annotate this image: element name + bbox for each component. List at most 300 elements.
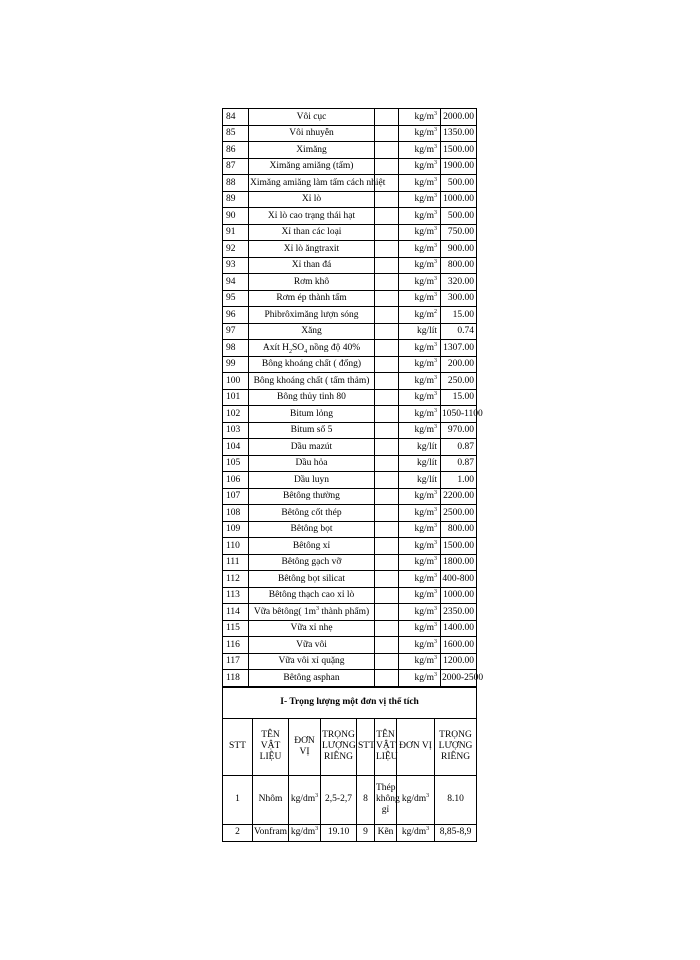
unit-exponent: 3 — [434, 242, 437, 249]
unit-cell — [399, 257, 441, 274]
header-stt-2: STT — [357, 718, 375, 775]
unit-exponent: 3 — [434, 671, 437, 678]
unit-exponent: 3 — [434, 275, 437, 282]
unit-cell — [399, 637, 441, 654]
weight-value: 2200.00 — [441, 488, 477, 505]
material-name: Bông thủy tinh 80 — [249, 389, 375, 406]
weight-value: 1400.00 — [441, 620, 477, 637]
table-row — [223, 571, 477, 588]
table-row — [223, 307, 477, 324]
unit-exponent: 3 — [315, 825, 319, 832]
unit-base: kg/dm — [290, 794, 316, 804]
row-number: 94 — [223, 274, 249, 291]
empty-cell — [375, 290, 399, 307]
unit-base: kg/m — [414, 507, 434, 518]
unit-cell — [399, 653, 441, 670]
unit-exponent: 3 — [426, 825, 430, 832]
row-number: 84 — [223, 109, 249, 126]
row-number: 97 — [223, 323, 249, 340]
unit-base: kg/dm — [401, 827, 427, 837]
weight-value: 0.74 — [441, 323, 477, 340]
unit-exponent: 3 — [434, 259, 437, 266]
unit-cell — [399, 125, 441, 142]
unit-base: kg/dm — [290, 827, 316, 837]
material-name: Rơm ép thành tấm — [249, 290, 375, 307]
weight-value: 1050-1100 — [441, 406, 477, 423]
row-number: 99 — [223, 356, 249, 373]
unit-cell — [399, 208, 441, 225]
unit-cell — [399, 571, 441, 588]
row-number: 8 — [357, 775, 375, 824]
unit-exponent: 3 — [434, 358, 437, 365]
row-number: 92 — [223, 241, 249, 258]
unit-cell — [289, 824, 321, 841]
table-row — [223, 538, 477, 555]
row-number: 9 — [357, 824, 375, 841]
unit-base: kg/m — [414, 606, 434, 617]
row-number: 91 — [223, 224, 249, 241]
material-name: Xỉ than đá — [249, 257, 375, 274]
material-name: Bêtông bọt silicat — [249, 571, 375, 588]
weight-value: 1.00 — [441, 472, 477, 489]
row-number: 112 — [223, 571, 249, 588]
table-row — [223, 241, 477, 258]
unit-cell — [397, 775, 435, 824]
unit-cell — [399, 158, 441, 175]
table-row — [223, 158, 477, 175]
unit-base: kg/m — [414, 342, 434, 353]
unit-cell — [399, 620, 441, 637]
unit-base: kg/m — [414, 656, 434, 667]
header-material-2: TÊN VẬT LIỆU — [375, 718, 397, 775]
unit-base: kg/dm — [401, 794, 427, 804]
table-row — [223, 208, 477, 225]
unit-cell — [399, 224, 441, 241]
unit-exponent: 3 — [434, 341, 437, 348]
material-name: Vonfram — [253, 824, 289, 841]
weight-value: 1000.00 — [441, 587, 477, 604]
unit-exponent: 3 — [434, 143, 437, 150]
table-row — [223, 653, 477, 670]
unit-weight-body — [223, 775, 477, 841]
unit-base: kg/m — [414, 425, 434, 436]
empty-cell — [375, 373, 399, 390]
row-number: 85 — [223, 125, 249, 142]
sub-header-row — [223, 718, 477, 775]
weight-value: 1500.00 — [441, 538, 477, 555]
material-name: Vôi nhuyễn — [249, 125, 375, 142]
unit-cell — [399, 142, 441, 159]
table-row — [223, 455, 477, 472]
material-name: Nhôm — [253, 775, 289, 824]
weight-value: 800.00 — [441, 521, 477, 538]
table-row — [223, 439, 477, 456]
empty-cell — [375, 422, 399, 439]
row-number: 87 — [223, 158, 249, 175]
unit-exponent: 3 — [434, 539, 437, 546]
unit-base: kg/lít — [416, 441, 437, 452]
sub-table-row — [223, 824, 477, 841]
unit-exponent: 3 — [315, 792, 319, 799]
table-row — [223, 373, 477, 390]
row-number: 86 — [223, 142, 249, 159]
weight-value: 200.00 — [441, 356, 477, 373]
unit-exponent: 3 — [434, 226, 437, 233]
header-material: TÊN VẬT LIỆU — [253, 718, 289, 775]
unit-cell — [399, 323, 441, 340]
material-name: Dầu luyn — [249, 472, 375, 489]
unit-base: kg/m — [414, 210, 434, 221]
table-row — [223, 587, 477, 604]
unit-cell — [399, 290, 441, 307]
unit-cell — [399, 274, 441, 291]
weight-value: 300.00 — [441, 290, 477, 307]
material-name: Ximăng amiăng làm tấm cách nhiệt — [249, 175, 375, 192]
weight-value: 1000.00 — [441, 191, 477, 208]
row-number: 90 — [223, 208, 249, 225]
material-name: Bêtông gạch vỡ — [249, 554, 375, 571]
weight-value: 2,5-2,7 — [321, 775, 357, 824]
material-name: Vữa vôi xỉ quặng — [249, 653, 375, 670]
unit-cell — [399, 455, 441, 472]
unit-exponent: 3 — [434, 374, 437, 381]
table-row — [223, 670, 477, 687]
unit-base: kg/m — [414, 623, 434, 634]
unit-base: kg/m — [414, 293, 434, 304]
row-number: 1 — [223, 775, 253, 824]
material-name: Xỉ lò ăngtraxit — [249, 241, 375, 258]
material-name: Ximăng — [249, 142, 375, 159]
weight-value: 1900.00 — [441, 158, 477, 175]
empty-cell — [375, 472, 399, 489]
table-row — [223, 323, 477, 340]
empty-cell — [375, 257, 399, 274]
empty-cell — [375, 125, 399, 142]
table-row — [223, 604, 477, 621]
unit-exponent: 3 — [434, 110, 437, 117]
material-name: Bitum lỏng — [249, 406, 375, 423]
material-name: Xỉ lò — [249, 191, 375, 208]
unit-exponent: 3 — [434, 292, 437, 299]
unit-cell — [399, 373, 441, 390]
unit-base: kg/m — [414, 590, 434, 601]
weight-value: 0.87 — [441, 455, 477, 472]
weight-value: 400-800 — [441, 571, 477, 588]
material-name: Bông khoáng chất ( tấm thảm) — [249, 373, 375, 390]
empty-cell — [375, 455, 399, 472]
empty-cell — [375, 620, 399, 637]
weight-value: 2000.00 — [441, 109, 477, 126]
unit-base: kg/m — [414, 491, 434, 502]
unit-base: kg/m — [414, 557, 434, 568]
unit-exponent: 3 — [434, 407, 437, 414]
unit-cell — [399, 587, 441, 604]
row-number: 98 — [223, 340, 249, 357]
material-name: Xỉ than các loại — [249, 224, 375, 241]
empty-cell — [375, 241, 399, 258]
table-row — [223, 109, 477, 126]
material-name: Rơm khô — [249, 274, 375, 291]
table-row — [223, 142, 477, 159]
empty-cell — [375, 158, 399, 175]
unit-exponent: 3 — [434, 160, 437, 167]
unit-exponent: 3 — [434, 638, 437, 645]
unit-exponent: 3 — [434, 176, 437, 183]
unit-base: kg/m — [414, 144, 434, 155]
weight-value: 970.00 — [441, 422, 477, 439]
unit-cell — [399, 472, 441, 489]
weight-value: 15.00 — [441, 389, 477, 406]
unit-base: kg/m — [414, 639, 434, 650]
material-name: Bêtông thạch cao xỉ lò — [249, 587, 375, 604]
row-number: 108 — [223, 505, 249, 522]
material-name: Bông khoáng chất ( đống) — [249, 356, 375, 373]
unit-exponent: 3 — [426, 792, 430, 799]
unit-base: kg/m — [414, 375, 434, 386]
row-number: 115 — [223, 620, 249, 637]
unit-exponent: 2 — [434, 308, 437, 315]
row-number: 113 — [223, 587, 249, 604]
unit-base: kg/lít — [416, 474, 437, 485]
row-number: 107 — [223, 488, 249, 505]
empty-cell — [375, 439, 399, 456]
empty-cell — [375, 307, 399, 324]
unit-cell — [399, 241, 441, 258]
unit-base: kg/m — [414, 161, 434, 172]
empty-cell — [375, 637, 399, 654]
header-weight-2: TRỌNG LƯỢNG RIÊNG — [435, 718, 477, 775]
empty-cell — [375, 406, 399, 423]
empty-cell — [375, 587, 399, 604]
material-name: Bêtông thường — [249, 488, 375, 505]
table-row — [223, 406, 477, 423]
unit-exponent: 3 — [434, 589, 437, 596]
empty-cell — [375, 521, 399, 538]
unit-exponent: 3 — [434, 490, 437, 497]
row-number: 103 — [223, 422, 249, 439]
empty-cell — [375, 191, 399, 208]
unit-base: kg/m — [414, 392, 434, 403]
row-number: 106 — [223, 472, 249, 489]
table-row — [223, 175, 477, 192]
row-number: 89 — [223, 191, 249, 208]
unit-exponent: 3 — [434, 193, 437, 200]
unit-base: kg/m — [414, 276, 434, 287]
unit-cell — [399, 422, 441, 439]
empty-cell — [375, 356, 399, 373]
unit-exponent: 3 — [434, 506, 437, 513]
row-number: 102 — [223, 406, 249, 423]
unit-cell — [399, 389, 441, 406]
row-number: 101 — [223, 389, 249, 406]
unit-cell — [399, 604, 441, 621]
unit-cell — [399, 175, 441, 192]
empty-cell — [375, 224, 399, 241]
header-unit: ĐƠN VỊ — [289, 718, 321, 775]
unit-weight-table — [222, 687, 477, 842]
unit-base: kg/m — [414, 194, 434, 205]
row-number: 2 — [223, 824, 253, 841]
table-row — [223, 422, 477, 439]
weight-value: 500.00 — [441, 175, 477, 192]
empty-cell — [375, 604, 399, 621]
unit-exponent: 3 — [434, 424, 437, 431]
weight-value: 900.00 — [441, 241, 477, 258]
material-name: Bêtông bọt — [249, 521, 375, 538]
header-unit-2: ĐƠN VỊ — [397, 718, 435, 775]
row-number: 117 — [223, 653, 249, 670]
weight-value: 250.00 — [441, 373, 477, 390]
material-name: Bêtông cốt thép — [249, 505, 375, 522]
unit-base: kg/m — [414, 111, 434, 122]
material-name: Dầu mazút — [249, 439, 375, 456]
weight-value: 1500.00 — [441, 142, 477, 159]
material-name: Vôi cục — [249, 109, 375, 126]
unit-cell — [399, 538, 441, 555]
weight-value: 8,85-8,9 — [435, 824, 477, 841]
row-number: 93 — [223, 257, 249, 274]
table-row — [223, 125, 477, 142]
unit-base: kg/lít — [416, 458, 437, 469]
unit-base: kg/m — [414, 573, 434, 584]
weight-value: 2000-2500 — [441, 670, 477, 687]
empty-cell — [375, 670, 399, 687]
table-row — [223, 389, 477, 406]
unit-base: kg/m — [414, 260, 434, 271]
material-table — [222, 108, 484, 687]
weight-value: 0.87 — [441, 439, 477, 456]
empty-cell — [375, 323, 399, 340]
weight-value: 750.00 — [441, 224, 477, 241]
unit-cell — [397, 824, 435, 841]
row-number: 96 — [223, 307, 249, 324]
unit-exponent: 3 — [434, 605, 437, 612]
material-name: Vữa bêtông( $1m^3$ thành phẩm) — [249, 604, 375, 621]
weight-value: 800.00 — [441, 257, 477, 274]
table-row — [223, 191, 477, 208]
table-row — [223, 488, 477, 505]
empty-cell — [375, 340, 399, 357]
table-row — [223, 274, 477, 291]
material-name: Thép không gỉ — [375, 775, 397, 824]
table-row — [223, 620, 477, 637]
unit-exponent: 3 — [434, 523, 437, 530]
material-name: Xăng — [249, 323, 375, 340]
row-number: 105 — [223, 455, 249, 472]
empty-cell — [375, 208, 399, 225]
table-row — [223, 637, 477, 654]
unit-cell — [399, 439, 441, 456]
material-name: Xỉ lò cao trạng thái hạt — [249, 208, 375, 225]
table-row — [223, 554, 477, 571]
row-number: 111 — [223, 554, 249, 571]
empty-cell — [375, 142, 399, 159]
empty-cell — [375, 554, 399, 571]
unit-cell — [399, 191, 441, 208]
unit-cell — [399, 554, 441, 571]
material-name: Bêtông asphan — [249, 670, 375, 687]
unit-exponent: 3 — [434, 655, 437, 662]
empty-cell — [375, 488, 399, 505]
sub-table-row — [223, 775, 477, 824]
weight-value: 1350.00 — [441, 125, 477, 142]
unit-cell — [399, 670, 441, 687]
unit-exponent: 3 — [434, 209, 437, 216]
table-row — [223, 340, 477, 357]
row-number: 109 — [223, 521, 249, 538]
material-name: Dầu hỏa — [249, 455, 375, 472]
unit-base: kg/m — [414, 408, 434, 419]
unit-exponent: 3 — [434, 556, 437, 563]
unit-exponent: 3 — [434, 572, 437, 579]
empty-cell — [375, 109, 399, 126]
row-number: 88 — [223, 175, 249, 192]
material-name: Bitum số 5 — [249, 422, 375, 439]
material-weight-sheet — [222, 108, 484, 842]
weight-value: 19.10 — [321, 824, 357, 841]
weight-value: 500.00 — [441, 208, 477, 225]
table-row — [223, 356, 477, 373]
unit-exponent: 3 — [434, 622, 437, 629]
weight-value: 320.00 — [441, 274, 477, 291]
weight-value: 2350.00 — [441, 604, 477, 621]
empty-cell — [375, 653, 399, 670]
unit-base: kg/m — [414, 243, 434, 254]
unit-base: kg/lít — [416, 326, 437, 337]
row-number: 118 — [223, 670, 249, 687]
table-row — [223, 257, 477, 274]
empty-cell — [375, 538, 399, 555]
unit-base: kg/m — [414, 227, 434, 238]
unit-cell — [399, 340, 441, 357]
unit-cell — [289, 775, 321, 824]
unit-cell — [399, 521, 441, 538]
row-number: 100 — [223, 373, 249, 390]
row-number: 114 — [223, 604, 249, 621]
table-row — [223, 521, 477, 538]
table-row — [223, 290, 477, 307]
unit-cell — [399, 406, 441, 423]
material-name: Phibrôximăng lượn sóng — [249, 307, 375, 324]
empty-cell — [375, 571, 399, 588]
weight-value: 15.00 — [441, 307, 477, 324]
unit-base: kg/m — [414, 309, 434, 320]
header-stt: STT — [223, 718, 253, 775]
unit-base: kg/m — [414, 177, 434, 188]
unit-base: kg/m — [414, 359, 434, 370]
weight-value: 1800.00 — [441, 554, 477, 571]
unit-base: kg/m — [414, 524, 434, 535]
unit-base: kg/m — [414, 540, 434, 551]
material-name: Vữa vôi — [249, 637, 375, 654]
unit-cell — [399, 356, 441, 373]
row-number: 104 — [223, 439, 249, 456]
material-name: Vữa xỉ nhẹ — [249, 620, 375, 637]
weight-value: 8.10 — [435, 775, 477, 824]
empty-cell — [375, 505, 399, 522]
material-name: Axít $H_2SO_4$ nồng độ 40% — [249, 340, 375, 357]
section-title: I- Trọng lượng một đơn vị thể tích — [223, 687, 477, 718]
material-table-body — [223, 109, 484, 687]
material-name: Bêtông xỉ — [249, 538, 375, 555]
unit-cell — [399, 488, 441, 505]
weight-value: 1600.00 — [441, 637, 477, 654]
unit-exponent: 3 — [434, 391, 437, 398]
table-row — [223, 224, 477, 241]
row-number: 116 — [223, 637, 249, 654]
unit-base: kg/m — [414, 128, 434, 139]
material-name: Ximăng amiăng (tấm) — [249, 158, 375, 175]
